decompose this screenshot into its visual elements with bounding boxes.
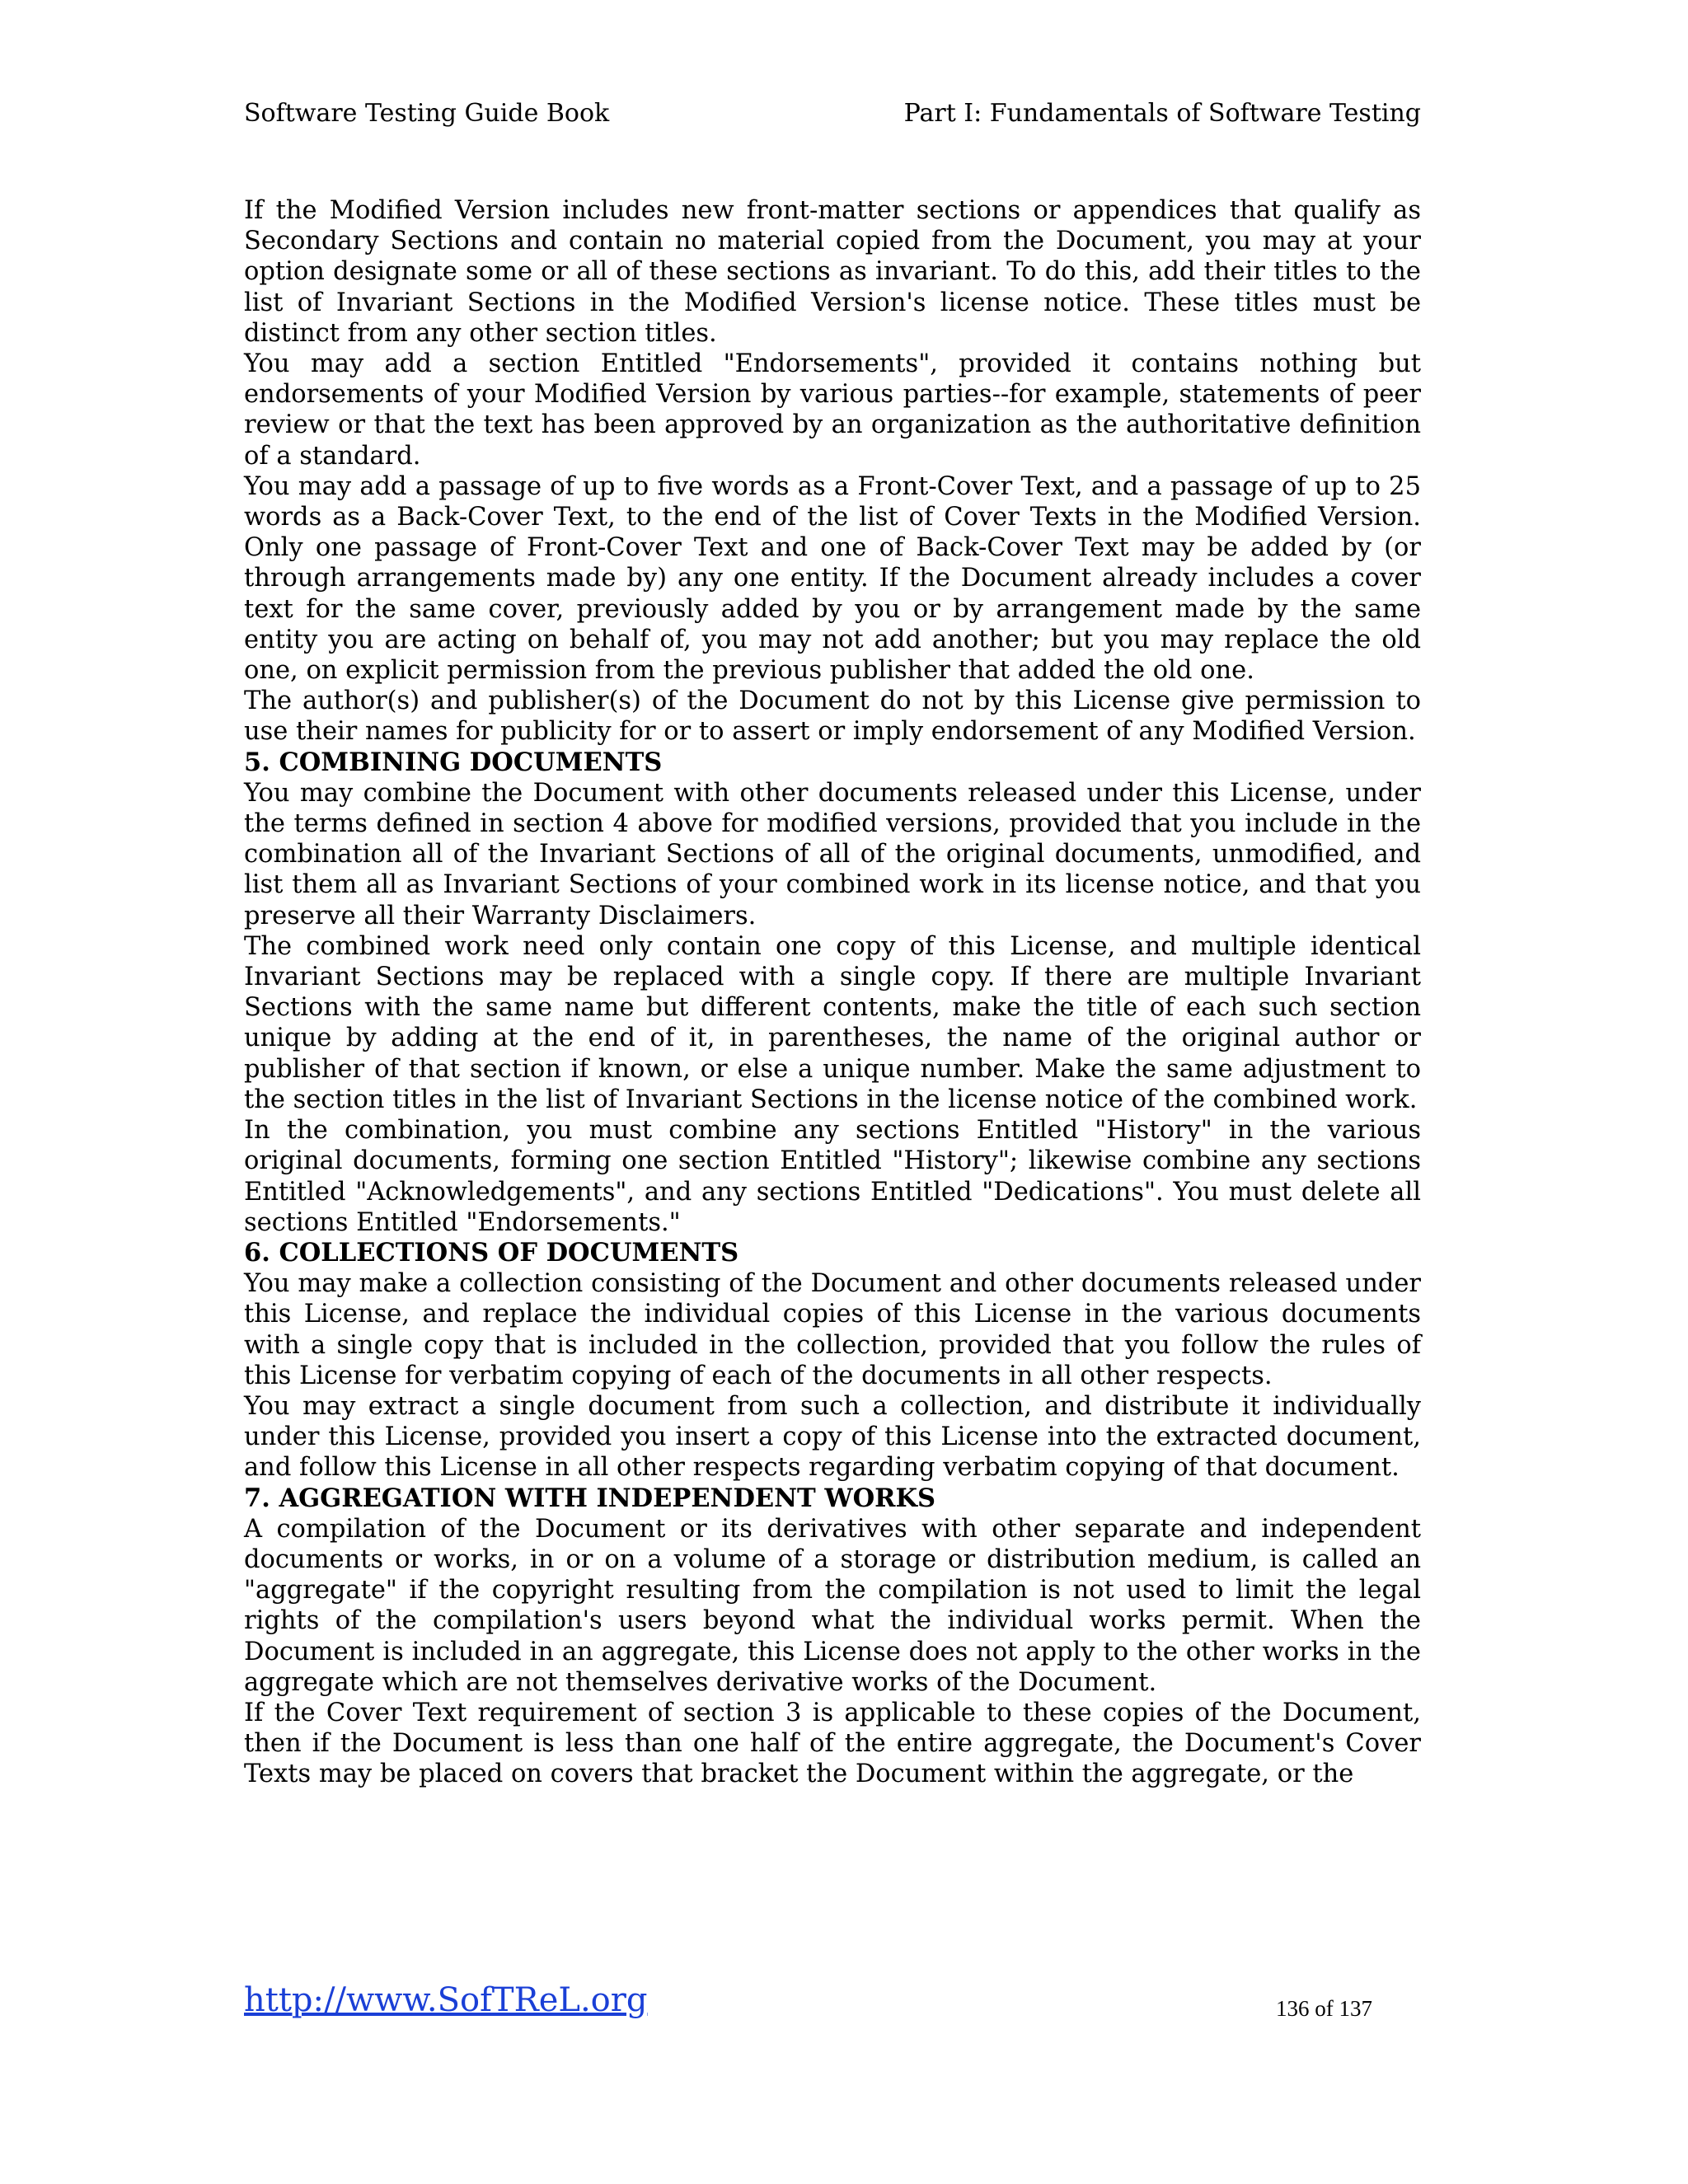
paragraph: The author(s) and publisher(s) of the Document do not by this License give permission to use their names for publicity for or to assert or imply endorsement of any Modified Version.: [244, 687, 1421, 747]
paragraph: You may add a passage of up to five words as a Front-Cover Text, and a passage of up to 25 words as a Back-Cover Text, to the end of the list of Cover Texts in the Modified Version. Only one passage of Front-Cover Text and one of Back-Cover Text may be added by (or through arrangements made by) any one entity. If the Document already includes a cover text for the same cover, previously added by you or by arrangement made by the same entity you are acting on behalf of, you may not add another; but you may replace the old one, on explicit permission from the previous publisher that added the old one.: [244, 471, 1421, 686]
paragraph: If the Modified Version includes new front-matter sections or appendices that qualify as Secondary Sections and contain no material copied from the Document, you may at your option designate some or all of these sections as invariant. To do this, add their titles to the list of Invariant Sections in the Modified Version's license notice. These titles must be distinct from any other section titles.: [244, 196, 1421, 348]
section-heading-collections-of-documents: 6. COLLECTIONS OF DOCUMENTS: [244, 1237, 739, 1268]
paragraph: A compilation of the Document or its derivatives with other separate and independent documents or works, in or on a volume of a storage or distribution medium, is called an "aggregate" if the copyright resulting from the compilation is not used to limit the legal rights of the compilation's users beyond what the individual works permit. When the Document is included in an aggregate, this License does not apply to the other works in the aggregate which are not themselves derivative works of the Document.: [244, 1514, 1421, 1697]
section-heading-combining-documents: 5. COMBINING DOCUMENTS: [244, 747, 663, 777]
paragraph: You may extract a single document from such a collection, and distribute it individually under this License, provided you insert a copy of this License into the extracted document, and follow this License in all other respects regarding verbatim copying of that document.: [244, 1391, 1421, 1483]
page-number: 136 of 137: [1276, 1996, 1372, 2021]
section-heading-aggregation: 7. AGGREGATION WITH INDEPENDENT WORKS: [244, 1483, 936, 1513]
paragraph: The combined work need only contain one copy of this License, and multiple identical Invariant Sections may be replaced with a single copy. If there are multiple Invariant Sections with the same name but different contents, make the title of each such section unique by adding at the end of it, in parentheses, the name of the original author or publisher of that section if known, or else a unique number. Make the same adjustment to the section titles in the list of Invariant Sections in the license notice of the combined work.: [244, 931, 1421, 1114]
page-header: [244, 97, 1421, 130]
paragraph: You may combine the Document with other documents released under this License, under the terms defined in section 4 above for modified versions, provided that you include in the combination all of the Invariant Sections of all of the original documents, unmodified, and list them all as Invariant Sections of your combined work in its license notice, and that you preserve all their Warranty Disclaimers.: [244, 778, 1421, 930]
paragraph: You may make a collection consisting of the Document and other documents released under this License, and replace the individual copies of this License in the various documents with a single copy that is included in the collection, provided that you follow the rules of this License for verbatim copying of each of the documents in all other respects.: [244, 1269, 1421, 1390]
page-body: [244, 195, 1421, 1790]
part-title: Part I: Fundamentals of Software Testing: [903, 99, 1421, 128]
book-title: Software Testing Guide Book: [244, 99, 610, 128]
paragraph: If the Cover Text requirement of section 3 is applicable to these copies of the Document, then if the Document is less than one half of the entire aggregate, the Document's Cover Texts may be placed on covers that bracket the Document within the aggregate, or the: [244, 1698, 1421, 1789]
softrel-link[interactable]: http://www.SofTReL.org: [244, 1981, 648, 2019]
paragraph: You may add a section Entitled "Endorsements", provided it contains nothing but endorsements of your Modified Version by various parties--for example, statements of peer review or that the text has been approved by an organization as the authoritative definition of a standard.: [244, 349, 1421, 471]
paragraph: In the combination, you must combine any sections Entitled "History" in the various original documents, forming one section Entitled "History"; likewise combine any sections Entitled "Acknowledgements", and any sections Entitled "Dedications". You must delete all sections Entitled "Endorsements.": [244, 1116, 1421, 1237]
